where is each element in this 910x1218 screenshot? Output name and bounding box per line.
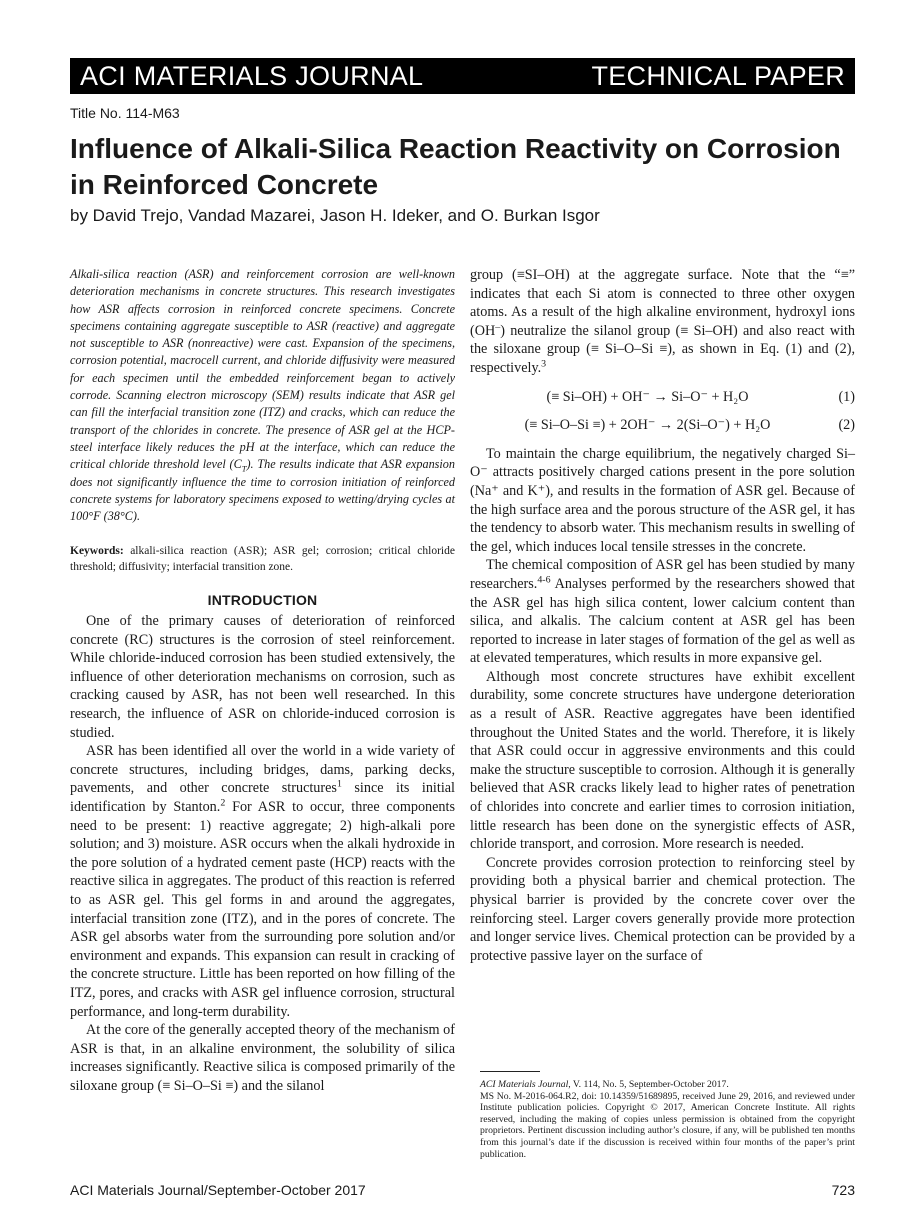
abstract (70, 266, 455, 525)
superscript: – (495, 321, 501, 333)
paragraph-text: The chemical composition of ASR gel has been studied by many researchers. (470, 557, 855, 592)
paragraph-text: group (≡SI–OH) at the aggregate surface. Note that the “≡” indicates that each Si atom is connected to three other oxygen atoms. As a result of the high alkaline environment, hydroxyl ions (OH (470, 267, 855, 339)
footnote-body: MS No. M-2016-064.R2, doi: 10.14359/51689895, received June 29, 2016, and reviewed under Institute publication policies. Copyright © 2017, American Concrete Institute. All rights reserved, including the making of copies unless permission is obtained from the copyright proprietors. Pertinent discussion including author’s closure, if any, will be published ten months from this journal’s date if the discussion is received within four months of the paper’s print publication. (480, 1090, 855, 1160)
paragraph (470, 266, 855, 378)
author-list: by David Trejo, Vandad Mazarei, Jason H. Ideker, and O. Burkan Isgor (70, 206, 600, 225)
paragraph-text: Analyses performed by the researchers showed that the ASR gel has high silica content, lower calcium content than silica, and alkalis. The calcium content at ASR gel has been reported to increase in later stages of formation of the gel as well as at elevated temperatures, which results in more expansive gel. (470, 575, 855, 667)
reference-mark: 3 (541, 358, 547, 370)
footnote (480, 1079, 855, 1160)
footnote-divider (480, 1071, 540, 1072)
paper-type: TECHNICAL PAPER (591, 61, 845, 91)
equation-1 (470, 388, 855, 407)
paragraph-text: For ASR to occur, three components need to be present: 1) reactive aggregate; 2) high-alkali pore solution; and 3) moisture. ASR occurs when the alkali hydroxide in the pore solution of a hydrated cement paste (HCP) reacts with the reactive silica in aggregates. The product of this reaction is referred to as ASR gel. This gel forms in and around the aggregates, interfacial transition zone (ITZ), and in the pores of concrete. The ASR gel absorbs water from the surrounding pore solution and/or environment and expands. This expansion can result in cracking of the concrete structure. Little has been reported on how filling of the ITZ, pores, and cracks with ASR gel influence corrosion, structural performance, and long-term durability. (70, 798, 455, 1020)
abstract-text-end: ). The results indicate that ASR expansion does not significantly influence the time to corrosion initiation of reinforced concrete systems for laboratory specimens exposed to wetting/drying cycles at 100°F (38°C). (70, 457, 455, 524)
abstract-text: Alkali-silica reaction (ASR) and reinforcement corrosion are well-known deterioration mechanisms in concrete structures. This research investigates how ASR affects corrosion in reinforced concrete specimens. Concrete specimens containing aggregate susceptible to ASR (reactive) and aggregate not susceptible to ASR (nonreactive) were cast. Expansion of the specimens, corrosion potential, macrocell current, and chloride diffusivity were measured for each specimen until the embedded reinforcement began to actively corrode. Scanning electron microscopy (SEM) results indicate that ASR gel can fill the interfacial transition zone (ITZ) and cracks, which can reduce the transport of the chlorides in concrete. The presence of ASR gel at the HCP-steel interface likely reduces the pH at the interface, which can reduce the critical chloride threshold level (C (70, 267, 455, 472)
equation-text: (≡ Si–O–Si ≡) + 2OH⁻ → 2(Si–O⁻) + H₂O (524, 417, 771, 434)
paragraph: Concrete provides corrosion protection to reinforcing steel by providing both a physical barrier and chemical protection. The physical barrier is provided by the concrete cover over the reinforcing steel. Larger covers generally provide more protection and longer service lives. Chemical protection can be provided by a protective passive layer on the surface of (470, 854, 855, 964)
keywords-label: Keywords: (70, 545, 124, 558)
reference-mark: 1 (336, 778, 342, 790)
title-number: Title No. 114-M63 (70, 105, 180, 121)
journal-name: ACI MATERIALS JOURNAL (80, 61, 424, 91)
journal-banner (70, 58, 855, 94)
keywords (70, 543, 455, 575)
paragraph (470, 556, 855, 668)
abstract-subscript: T (241, 463, 247, 474)
paragraph-text: since its initial identification by Stanton. (70, 780, 455, 815)
right-column (470, 266, 855, 965)
paragraph (70, 742, 455, 1021)
paragraph: One of the primary causes of deterioration of reinforced concrete (RC) structures is the corrosion of steel reinforcement. While chloride-induced corrosion has been studied extensively, the influence of other deterioration mechanisms on corrosion, such as cracking caused by ASR, has not been well researched. In this research, the influence of ASR on chloride-induced corrosion is studied. (70, 613, 455, 741)
left-column (70, 266, 455, 1095)
paragraph: At the core of the generally accepted theory of the mechanism of ASR is that, in an alkaline environment, the solubility of silica increases significantly. Reactive silica is composed primarily of the siloxane group (≡ Si–O–Si ≡) and the silanol (70, 1022, 455, 1094)
introduction-heading: INTRODUCTION (207, 592, 318, 609)
reference-mark: 4-6 (537, 574, 551, 586)
paragraph-text: ASR has been identified all over the world in a wide variety of concrete structures, including bridges, dams, parking decks, pavements, and other concrete structures (70, 743, 455, 797)
footnote-citation (480, 1079, 855, 1091)
equation-number: (1) (838, 388, 855, 405)
equation-2 (470, 416, 855, 435)
footnote-issue: , V. 114, No. 5, September-October 2017. (568, 1079, 729, 1090)
footer-journal-date: ACI Materials Journal/September-October 2017 (70, 1182, 366, 1198)
paragraph: Although most concrete structures have exhibit excellent durability, some concrete structures have undergone deterioration as a result of ASR. Reactive aggregates have been identified throughout the United States and the world. Therefore, it is likely that ASR could occur in aggressive environments and this could make the structure susceptible to corrosion. Although it is generally believed that ASR cracks likely lead to higher rates of penetration of chlorides into concrete and earlier times to corrosion initiation, little research has been done on the synergistic effects of ASR, chloride transport, and corrosion. More research is needed. (470, 668, 855, 853)
equation-number: (2) (838, 417, 855, 434)
paper-title: Influence of Alkali-Silica Reaction Reactivity on Corrosion in Reinforced Concrete (70, 133, 841, 200)
paragraph-text: ) neutralize the silanol group (≡ Si–OH) and also react with the siloxane group (≡ Si–O–Si ≡), as shown in Eq. (1) and (2), respectively. (470, 322, 855, 376)
page-number: 723 (831, 1182, 855, 1198)
equation-text: (≡ Si–OH) + OH⁻ → Si–O⁻ + H₂O (546, 388, 749, 405)
keywords-text: alkali-silica reaction (ASR); ASR gel; corrosion; critical chloride threshold; diffusivity; interfacial transition zone. (70, 545, 455, 574)
paragraph: To maintain the charge equilibrium, the negatively charged Si–O⁻ attracts positively charged cations present in the pore solution (Na⁺ and K⁺), and results in the formation of ASR gel. Because of the high surface area and the porous structure of the ASR gel, it has the tendency to absorb water. This mechanism results in swelling of the gel, which induces local tensile stresses in the concrete. (470, 445, 855, 555)
reference-mark: 2 (220, 797, 226, 809)
footnote-journal: ACI Materials Journal (480, 1079, 569, 1090)
